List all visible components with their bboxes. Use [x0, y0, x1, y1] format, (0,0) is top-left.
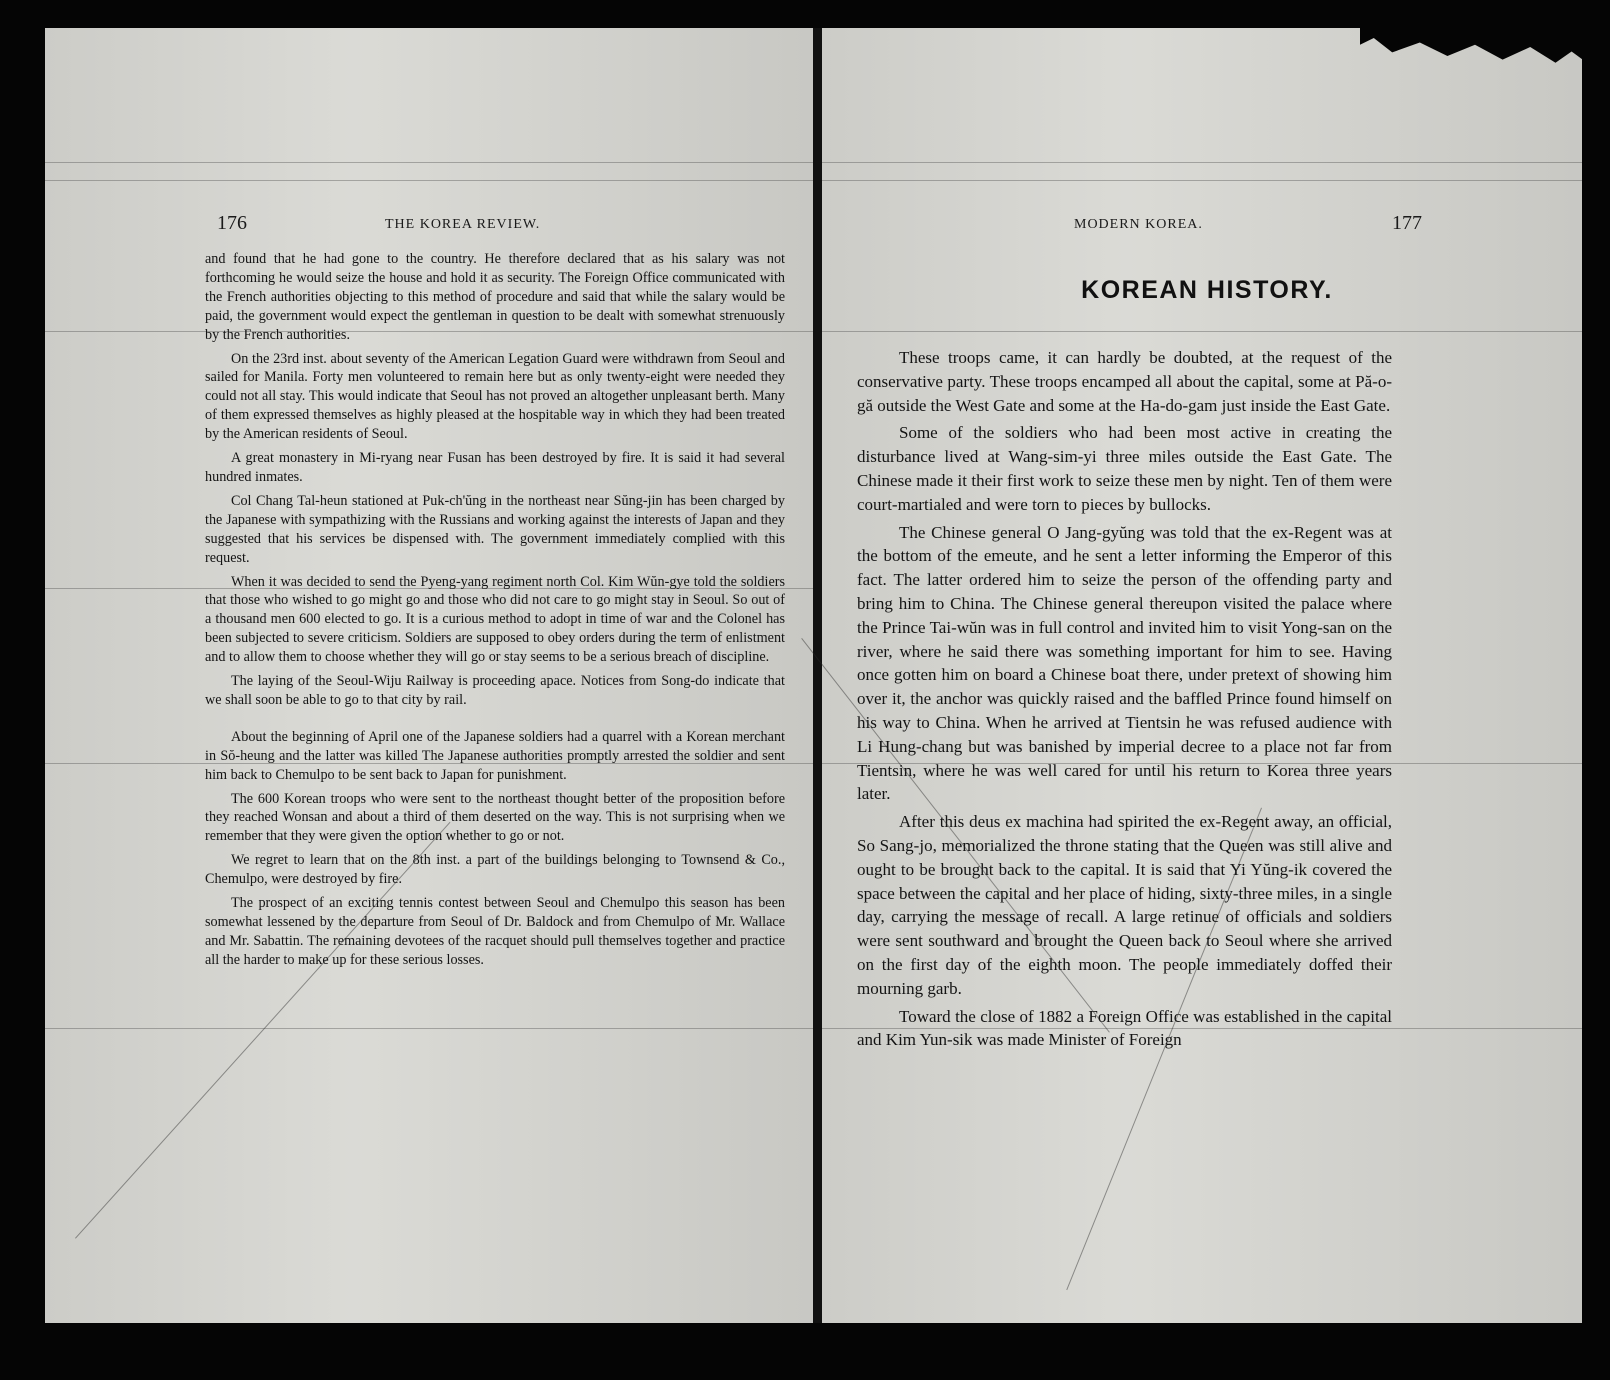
right-text-column	[857, 346, 1392, 1056]
paragraph: We regret to learn that on the 8th inst. a part of the buildings belonging to Townsend & Co., Chemulpo, were destroyed by fire.	[205, 852, 785, 888]
paragraph: About the beginning of April one of the Japanese soldiers had a quarrel with a Korean merchant in Sŏ-heung and the latter was killed The Japanese authorities promptly arrested the soldier and sent him back to Chemulpo to be sent back to Japan for punishment.	[205, 728, 785, 783]
left-page-number: 176	[217, 212, 247, 234]
page-gutter	[813, 28, 822, 1323]
paragraph: After this deus ex machina had spirited the ex-Regent away, an official, So Sang-jo, memorialized the throne stating that the Queen was still alive and ought to be brought back to the capital. It is said that Yi Yŭng-ik covered the space between the capital and her place of hiding, sixty-three miles, in a single day, carrying the message of recall. A large retinue of officials and soldiers were sent southward and brought the Queen back to Seoul where she arrived on the first day of the eighth moon. The people immediately doffed their mourning garb.	[857, 812, 1392, 998]
right-page	[822, 28, 1582, 1323]
paragraph: Col Chang Tal-heun stationed at Puk-ch'ŭng in the northeast near Sŭng-jin has been charged by the Japanese with sympathizing with the Russians and working against the interests of Japan and they suggested that his services be dispensed with. The government immediately complied with this request.	[205, 492, 785, 566]
left-page-header	[45, 212, 815, 239]
left-text-column	[205, 250, 785, 975]
left-running-head: THE KOREA REVIEW.	[385, 217, 541, 232]
paragraph: When it was decided to send the Pyeng-yang regiment north Col. Kim Wŭn-gye told the soldiers that those who wished to go might go and those who did not care to go might stay in Seoul. So out of a thousand men 600 elected to go. It is a curious method to adopt in time of war and the Colonel has been subjected to severe criticism. Soldiers are supposed to obey orders during the term of enlistment and to allow them to choose whether they will go or stay seems to be a serious breach of discipline.	[205, 573, 785, 666]
paragraph: The prospect of an exciting tennis contest between Seoul and Chemulpo this season has been somewhat lessened by the departure from Seoul of Dr. Baldock and from Chemulpo of Mr. Wallace and Mr. Sabattin. The remaining devotees of the racquet should pull themselves together and practice all the harder to make up for these serious losses.	[205, 895, 785, 968]
paragraph: The Chinese general O Jang-gyŭng was told that the ex-Regent was at the bottom of the emeute, and he sent a letter informing the Emperor of this fact. The latter ordered him to seize the person of the offending party and bring him to China. The Chinese general thereupon visited the palace where the Prince Tai-wŭn was in full control and invited him to visit Yong-san on the river, where he said there was something important for him to see. Having once gotten him on board a Chinese boat there, under pretext of showing him over it, the anchor was quickly raised and the baffled Prince found himself on his way to China. When he arrived at Tientsin he was refused audience with Li Hung-chang but was banished by imperial decree to a place not far from Tientsin, where he was well cared for until his return to Korea three years later.	[857, 522, 1392, 804]
paragraph: These troops came, it can hardly be doubted, at the request of the conservative party. These troops encamped all about the capital, some at Pă-o-gă outside the West Gate and some at the Ha-do-gam just inside the East Gate.	[857, 348, 1392, 415]
paragraph: The laying of the Seoul-Wiju Railway is proceeding apace. Notices from Song-do indicate that we shall soon be able to go to that city by rail.	[205, 673, 785, 708]
paragraph: Some of the soldiers who had been most active in creating the disturbance lived at Wang-sim-yi three miles outside the East Gate. The Chinese made it their first work to seize these men by night. Ten of them were court-martialed and were torn to pieces by bullocks.	[857, 423, 1392, 514]
right-page-header	[822, 212, 1582, 239]
article-title: KOREAN HISTORY.	[1081, 276, 1333, 304]
paragraph: Toward the close of 1882 a Foreign Office was established in the capital and Kim Yun-sik was made Minister of Foreign	[857, 1006, 1392, 1050]
paragraph: and found that he had gone to the country. He therefore declared that as his salary was not forthcoming he would seize the house and hold it as security. The Foreign Office communicated with the French authorities objecting to this method of procedure and said that while the salary would be paid, the government would expect the gentleman in question to be dealt with somewhat strenuously by the French authorities.	[205, 251, 785, 343]
paragraph: On the 23rd inst. about seventy of the American Legation Guard were withdrawn from Seoul and sailed for Manila. Forty men volunteered to remain here but as only twenty-eight were needed they could not all stay. This would indicate that Seoul has not proved an altogether unpleasant berth. Many of them expressed themselves as highly pleased at the hospitable way in which they had been treated by the American residents of Seoul.	[205, 350, 785, 443]
right-page-number: 177	[1392, 212, 1422, 234]
left-page	[45, 28, 815, 1323]
paragraph: The 600 Korean troops who were sent to the northeast thought better of the proposition before they reached Wonsan and about a third of them deserted on the way. This is not surprising when we remember that they were given the option whether to go or not.	[205, 790, 785, 845]
paragraph: A great monastery in Mi-ryang near Fusan has been destroyed by fire. It is said it had several hundred inmates.	[205, 450, 785, 485]
right-running-head: MODERN KOREA.	[1074, 217, 1203, 232]
